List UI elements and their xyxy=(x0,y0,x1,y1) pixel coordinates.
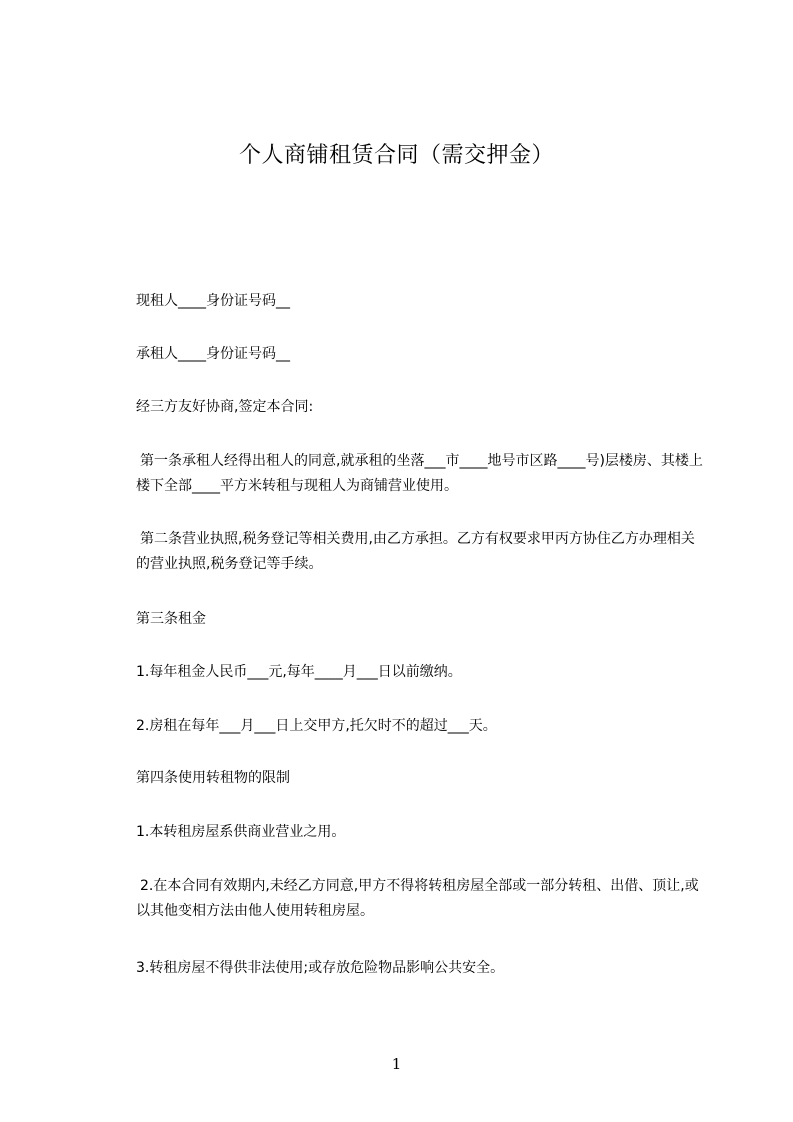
paragraph-article-1: 第一条承租人经得出租人的同意,就承租的坐落___市____地号市区路____号)层楼房、其楼上楼下全部____平方米转租与现租人为商铺营业使用。 xyxy=(136,453,703,494)
paragraph-use-purpose: 1.本转租房屋系供商业营业之用。 xyxy=(136,824,346,840)
paragraph-agreement-intro: 经三方友好协商,签定本合同: xyxy=(136,399,314,415)
paragraph-article-3-heading: 第三条租金 xyxy=(136,611,206,627)
paragraph-lessee: 承租人____身份证号码__ xyxy=(136,346,290,362)
paragraph-rent-amount: 1.每年租金人民币___元,每年____月___日以前缴纳。 xyxy=(136,664,462,680)
paragraph-sublease-restriction: 2.在本合同有效期内,未经乙方同意,甲方不得将转租房屋全部或一部分转租、出借、顶让,或以其他变相方法由他人使用转租房屋。 xyxy=(136,878,699,919)
contract-title: 个人商铺租赁合同（需交押金） xyxy=(238,143,554,168)
paragraph-sublessee: 现租人____身份证号码__ xyxy=(136,293,290,309)
paragraph-article-2: 第二条营业执照,税务登记等相关费用,由乙方承担。乙方有权要求甲丙方协住乙方办理相关的营业执照,税务登记等手续。 xyxy=(136,531,695,572)
page-number: 1 xyxy=(391,1055,402,1073)
paragraph-article-4-heading: 第四条使用转租物的限制 xyxy=(136,770,290,786)
paragraph-rent-payment: 2.房租在每年___月___日上交甲方,托欠时不的超过___天。 xyxy=(136,718,497,734)
paragraph-safety-restriction: 3.转租房屋不得供非法使用;或存放危险物品影响公共安全。 xyxy=(136,960,505,976)
